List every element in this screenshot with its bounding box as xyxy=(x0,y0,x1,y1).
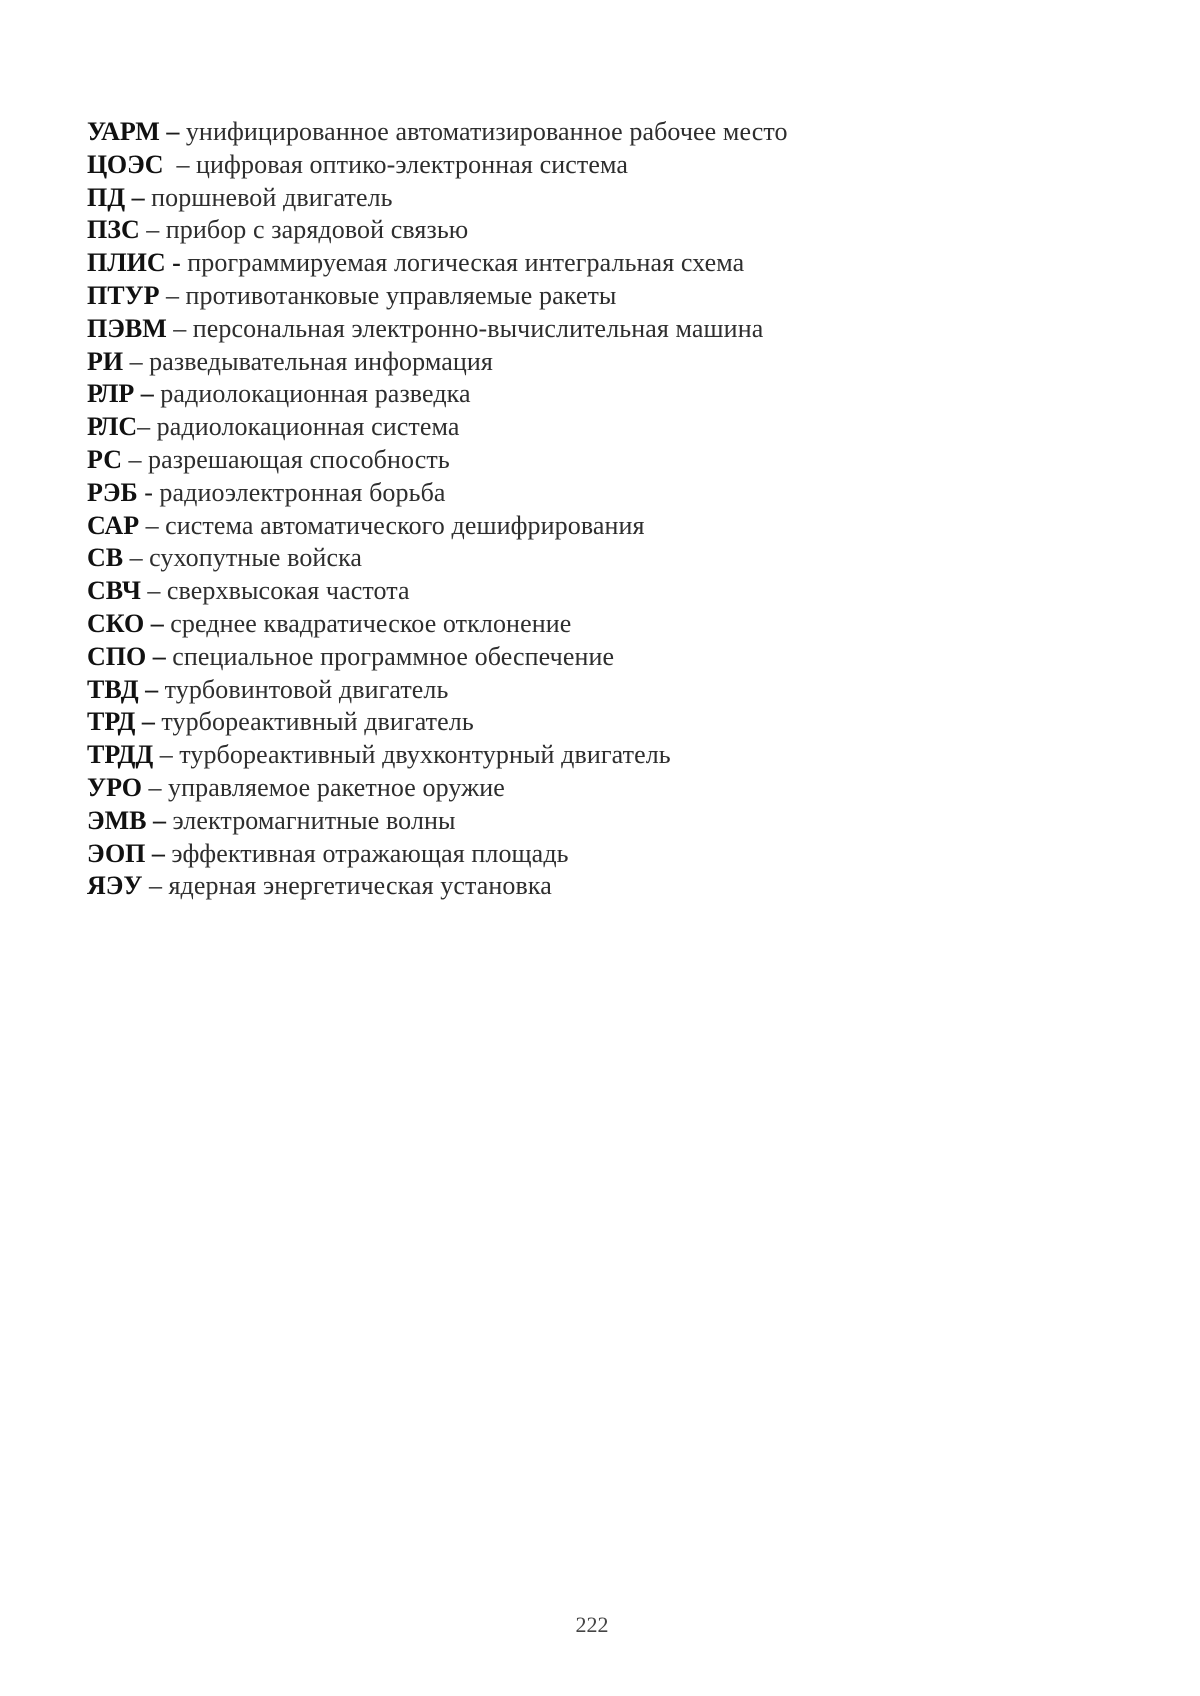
dash-separator: – xyxy=(167,314,193,343)
dash-separator: – xyxy=(123,543,149,572)
abbreviation-definition: поршневой двигатель xyxy=(151,183,393,212)
abbreviation-list xyxy=(87,116,1087,903)
abbreviation-term: ТВД xyxy=(87,675,139,704)
abbreviation-entry xyxy=(87,444,1087,477)
abbreviation-entry xyxy=(87,182,1087,215)
abbreviation-definition: ядерная энергетическая установка xyxy=(169,871,552,900)
abbreviation-definition: турбореактивный двухконтурный двигатель xyxy=(179,740,671,769)
abbreviation-entry xyxy=(87,706,1087,739)
abbreviation-definition: радиолокационная система xyxy=(157,412,460,441)
dash-separator: – xyxy=(125,183,151,212)
dash-separator: – xyxy=(135,707,161,736)
dash-separator: – xyxy=(123,347,149,376)
abbreviation-term: РС xyxy=(87,445,122,474)
abbreviation-definition: среднее квадратическое отклонение xyxy=(170,609,571,638)
abbreviation-term: УРО xyxy=(87,773,142,802)
abbreviation-term: ТРДД xyxy=(87,740,153,769)
dash-separator: – xyxy=(139,675,165,704)
abbreviation-term: СВ xyxy=(87,543,123,572)
abbreviation-entry xyxy=(87,411,1087,444)
abbreviation-definition: прибор с зарядовой связью xyxy=(166,215,469,244)
abbreviation-definition: разрешающая способность xyxy=(148,445,450,474)
abbreviation-entry xyxy=(87,247,1087,280)
abbreviation-definition: специальное программное обеспечение xyxy=(172,642,614,671)
dash-separator: – xyxy=(144,609,170,638)
abbreviation-definition: электромагнитные волны xyxy=(173,806,456,835)
abbreviation-term: СКО xyxy=(87,609,144,638)
abbreviation-term: ЭМВ xyxy=(87,806,147,835)
dash-separator: – xyxy=(134,379,160,408)
dash-separator: – xyxy=(145,839,171,868)
abbreviation-definition: разведывательная информация xyxy=(149,347,493,376)
abbreviation-definition: радиолокационная разведка xyxy=(160,379,470,408)
abbreviation-term: ПЭВМ xyxy=(87,314,167,343)
abbreviation-entry xyxy=(87,116,1087,149)
abbreviation-term: СПО xyxy=(87,642,146,671)
dash-separator: – xyxy=(140,215,166,244)
abbreviation-definition: унифицированное автоматизированное рабочее место xyxy=(186,117,788,146)
abbreviation-entry xyxy=(87,346,1087,379)
abbreviation-entry xyxy=(87,510,1087,543)
abbreviation-entry xyxy=(87,477,1087,510)
abbreviation-entry xyxy=(87,641,1087,674)
abbreviation-entry xyxy=(87,542,1087,575)
abbreviation-term: ТРД xyxy=(87,707,135,736)
abbreviation-definition: эффективная отражающая площадь xyxy=(171,839,568,868)
abbreviation-term: ПЗС xyxy=(87,215,140,244)
abbreviation-term: РЛС xyxy=(87,412,137,441)
dash-separator: - xyxy=(166,248,188,277)
abbreviation-definition: турбовинтовой двигатель xyxy=(165,675,449,704)
dash-separator: – xyxy=(137,412,157,441)
abbreviation-definition: система автоматического дешифрирования xyxy=(165,511,644,540)
abbreviation-entry xyxy=(87,608,1087,641)
abbreviation-term: ПТУР xyxy=(87,281,160,310)
abbreviation-entry xyxy=(87,870,1087,903)
abbreviation-definition: сухопутные войска xyxy=(149,543,362,572)
abbreviation-entry xyxy=(87,378,1087,411)
abbreviation-definition: персональная электронно-вычислительная машина xyxy=(193,314,764,343)
abbreviation-entry xyxy=(87,280,1087,313)
document-page xyxy=(0,0,1200,1696)
abbreviation-entry xyxy=(87,838,1087,871)
abbreviation-term: ПЛИС xyxy=(87,248,166,277)
abbreviation-term: ЭОП xyxy=(87,839,145,868)
abbreviation-entry xyxy=(87,674,1087,707)
abbreviation-entry xyxy=(87,149,1087,182)
abbreviation-term: РЛР xyxy=(87,379,134,408)
dash-separator: – xyxy=(160,281,186,310)
abbreviation-definition: сверхвысокая частота xyxy=(167,576,410,605)
abbreviation-entry xyxy=(87,772,1087,805)
abbreviation-term: РИ xyxy=(87,347,123,376)
dash-separator: – xyxy=(146,642,172,671)
dash-separator: – xyxy=(141,576,167,605)
dash-separator: – xyxy=(122,445,148,474)
abbreviation-definition: противотанковые управляемые ракеты xyxy=(186,281,617,310)
abbreviation-term: ПД xyxy=(87,183,125,212)
abbreviation-entry xyxy=(87,575,1087,608)
page-number: 222 xyxy=(0,1612,1184,1638)
abbreviation-entry xyxy=(87,313,1087,346)
abbreviation-entry xyxy=(87,805,1087,838)
abbreviation-definition: программируемая логическая интегральная схема xyxy=(187,248,744,277)
abbreviation-entry xyxy=(87,214,1087,247)
dash-separator: – xyxy=(139,511,165,540)
dash-separator: – xyxy=(153,740,179,769)
dash-separator: - xyxy=(138,478,160,507)
abbreviation-term: ЦОЭС xyxy=(87,150,164,179)
abbreviation-definition: цифровая оптико-электронная система xyxy=(196,150,628,179)
dash-separator: – xyxy=(164,150,197,179)
abbreviation-term: ЯЭУ xyxy=(87,871,143,900)
dash-separator: – xyxy=(160,117,186,146)
abbreviation-definition: радиоэлектронная борьба xyxy=(159,478,445,507)
abbreviation-term: СВЧ xyxy=(87,576,141,605)
dash-separator: – xyxy=(142,773,168,802)
abbreviation-term: САР xyxy=(87,511,139,540)
abbreviation-definition: турбореактивный двигатель xyxy=(161,707,473,736)
abbreviation-term: УАРМ xyxy=(87,117,160,146)
abbreviation-definition: управляемое ракетное оружие xyxy=(168,773,505,802)
dash-separator: – xyxy=(143,871,169,900)
dash-separator: – xyxy=(147,806,173,835)
abbreviation-term: РЭБ xyxy=(87,478,138,507)
abbreviation-entry xyxy=(87,739,1087,772)
